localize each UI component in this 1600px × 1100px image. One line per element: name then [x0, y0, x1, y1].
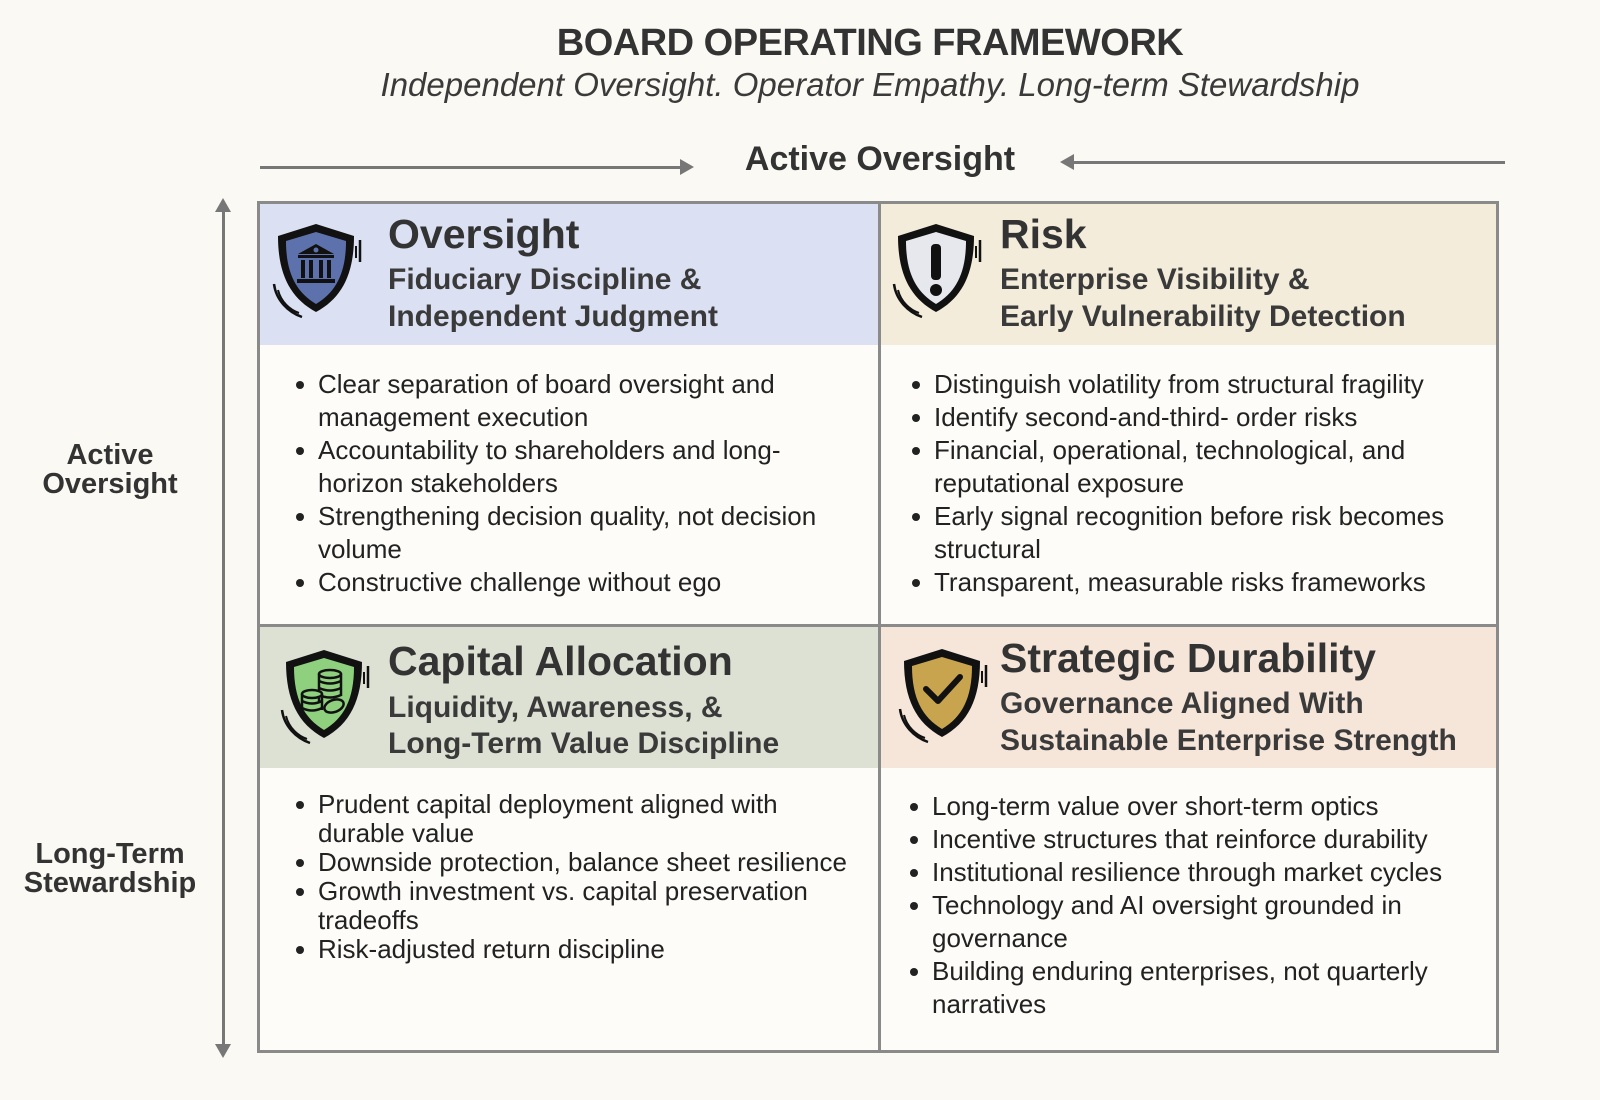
- list-item: Incentive structures that reinforce durability: [902, 823, 1490, 856]
- coins-shield-icon: [276, 644, 376, 750]
- capital-subtitle-line1: Liquidity, Awareness, &: [388, 691, 723, 724]
- list-item: Early signal recognition before risk becomes structural: [904, 500, 1489, 566]
- page-subtitle: Independent Oversight. Operator Empathy. Long-term Stewardship: [380, 66, 1360, 103]
- left-axis-upper-label-text: Active Oversight: [42, 439, 178, 500]
- bank-shield-icon: [268, 218, 368, 324]
- list-item: Identify second-and-third- order risks: [904, 401, 1489, 434]
- list-item: Growth investment vs. capital preservation tradeoffs: [288, 877, 868, 935]
- left-axis-line: [222, 210, 225, 1048]
- list-item: Distinguish volatility from structural fragility: [904, 368, 1489, 401]
- left-axis-lower-label: [10, 840, 210, 898]
- top-axis-label: Active Oversight: [744, 140, 1016, 178]
- durability-bullet-list: [902, 790, 1490, 1021]
- list-item: Financial, operational, technological, and reputational exposure: [904, 434, 1489, 500]
- oversight-bullet-list: [288, 368, 858, 599]
- left-axis-upper-label: [20, 441, 200, 499]
- top-axis-line-right: [1072, 161, 1505, 164]
- list-item: Transparent, measurable risks frameworks: [904, 566, 1489, 599]
- durability-subtitle-line2: Sustainable Enterprise Strength: [1000, 724, 1457, 757]
- risk-bullet-list: [904, 368, 1489, 599]
- list-item: Technology and AI oversight grounded in governance: [902, 889, 1490, 955]
- list-item: Risk-adjusted return discipline: [288, 935, 868, 964]
- list-item: Accountability to shareholders and long-horizon stakeholders: [288, 434, 858, 500]
- page-title: BOARD OPERATING FRAMEWORK: [556, 22, 1184, 64]
- list-item: Prudent capital deployment aligned with durable value: [288, 790, 868, 848]
- risk-subtitle-line2: Early Vulnerability Detection: [1000, 300, 1406, 333]
- up-arrow-icon: [215, 198, 231, 212]
- list-item: Institutional resilience through market cycles: [902, 856, 1490, 889]
- capital-subtitle-line2: Long-Term Value Discipline: [388, 727, 780, 760]
- durability-subtitle-line1: Governance Aligned With: [1000, 687, 1364, 720]
- risk-subtitle-line1: Enterprise Visibility &: [1000, 263, 1310, 296]
- list-item: Building enduring enterprises, not quarterly narratives: [902, 955, 1490, 1021]
- list-item: Downside protection, balance sheet resilience: [288, 848, 868, 877]
- risk-title: Risk: [1000, 211, 1087, 257]
- down-arrow-icon: [215, 1044, 231, 1058]
- list-item: Strengthening decision quality, not decision volume: [288, 500, 858, 566]
- top-axis-line-left: [260, 166, 684, 169]
- list-item: Constructive challenge without ego: [288, 566, 858, 599]
- left-axis-lower-label-text: Long-Term Stewardship: [23, 838, 197, 899]
- check-shield-icon: [894, 643, 994, 749]
- list-item: Long-term value over short-term optics: [902, 790, 1490, 823]
- durability-title: Strategic Durability: [1000, 635, 1376, 681]
- warning-shield-icon: [888, 218, 988, 324]
- oversight-title: Oversight: [388, 211, 580, 257]
- grid-vertical-divider: [878, 201, 881, 1053]
- capital-bullet-list: [288, 790, 868, 964]
- grid-horizontal-divider: [257, 624, 1499, 627]
- list-item: Clear separation of board oversight and management execution: [288, 368, 858, 434]
- oversight-subtitle-line1: Fiduciary Discipline &: [388, 263, 702, 296]
- capital-title: Capital Allocation: [388, 638, 733, 684]
- oversight-subtitle-line2: Independent Judgment: [388, 300, 718, 333]
